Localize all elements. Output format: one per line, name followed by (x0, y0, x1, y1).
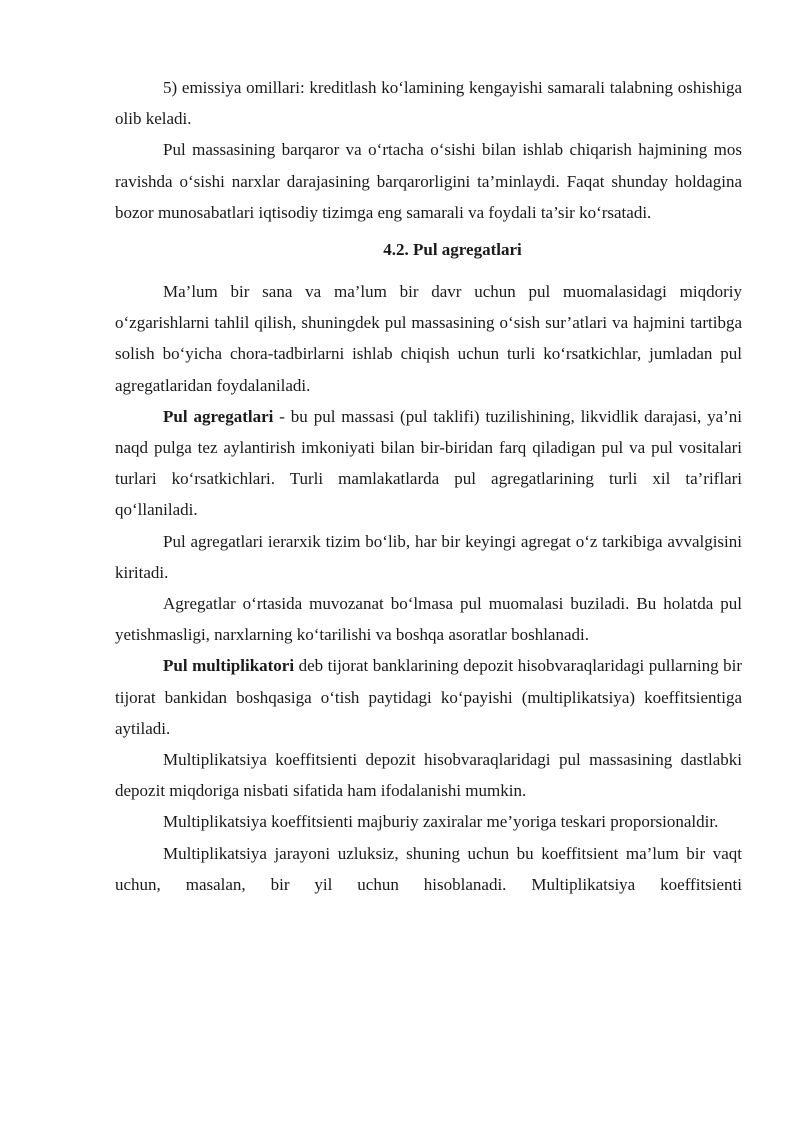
paragraph-ratio: Multiplikatsiya koeffitsienti depozit hisobvaraqlaridagi pul massasining dastlabki depozit miqdoriga nisbati sifatida ham ifodalanishi mumkin. (115, 750, 742, 801)
paragraph-definition-aggregates (115, 401, 742, 526)
term-pul-agregatlari: Pul agregatlari (163, 406, 274, 426)
section-title: 4.2. Pul agregatlari (383, 240, 522, 260)
page-content (115, 72, 742, 900)
paragraph-definition-multiplier (115, 650, 742, 744)
paragraph-money-supply-growth: Pul massasining barqaror va o‘rtacha o‘sishi bilan ishlab chiqarish hajmining mos ravishda o‘sishi narxlar darajasining barqarorligini ta’minlaydi. Faqat shunday holdagina bozor munosabatlari iqtisodiy tizimga eng samarali va foydali ta’sir ko‘rsatadi. (115, 140, 742, 222)
term-pul-multiplikatori: Pul multiplikatori (163, 656, 295, 676)
paragraph-emission-factors: 5) emissiya omillari: kreditlash ko‘lamining kengayishi samarali talabning oshishiga olib keladi. (115, 78, 742, 129)
paragraph-intro: Ma’lum bir sana va ma’lum bir davr uchun pul muomalasidagi miqdoriy o‘zgarishlarni tahlil qilish, shuningdek pul massasining o‘sish sur’atlari va hajmini tartibga solish bo‘yicha chora-tadbirlarni ishlab chiqish uchun turli ko‘rsatkichlar, jumladan pul agregatlaridan foydalaniladi. (115, 282, 742, 395)
paragraph-continuous: Multiplikatsiya jarayoni uzluksiz, shuning uchun bu koeffitsient ma’lum bir vaqt uchun, masalan, bir yil uchun hisoblanadi. Multiplikatsiya koeffitsienti (115, 843, 742, 894)
paragraph-balance: Agregatlar o‘rtasida muvozanat bo‘lmasa pul muomalasi buziladi. Bu holatda pul yetishmasligi, narxlarning ko‘tarilishi va boshqa asoratlar boshlanadi. (115, 594, 742, 645)
paragraph-inverse: Multiplikatsiya koeffitsienti majburiy zaxiralar me’yoriga teskari proporsionaldir. (163, 812, 719, 832)
definition-aggregates-text: - bu pul massasi (pul taklifi) tuzilishining, likvidlik darajasi, ya’ni naqd pulga tez aylantirish imkoniyati bilan bir-biridan farq qiladigan pul va pul vositalari turlari ko‘rsatkichlari. Turli mamlakatlarda pul agregatlarining turli xil ta’riflari qo‘llaniladi. (115, 406, 743, 520)
paragraph-hierarchy: Pul agregatlari ierarxik tizim bo‘lib, har bir keyingi agregat o‘z tarkibiga avvalgisini kiritadi. (115, 531, 742, 582)
definition-multiplier-text: deb tijorat banklarining depozit hisobvaraqlaridagi pullarning bir tijorat bankidan boshqasiga o‘tish paytidagi ko‘payishi (multiplikatsiya) koeffitsientiga aytiladi. (115, 656, 742, 738)
